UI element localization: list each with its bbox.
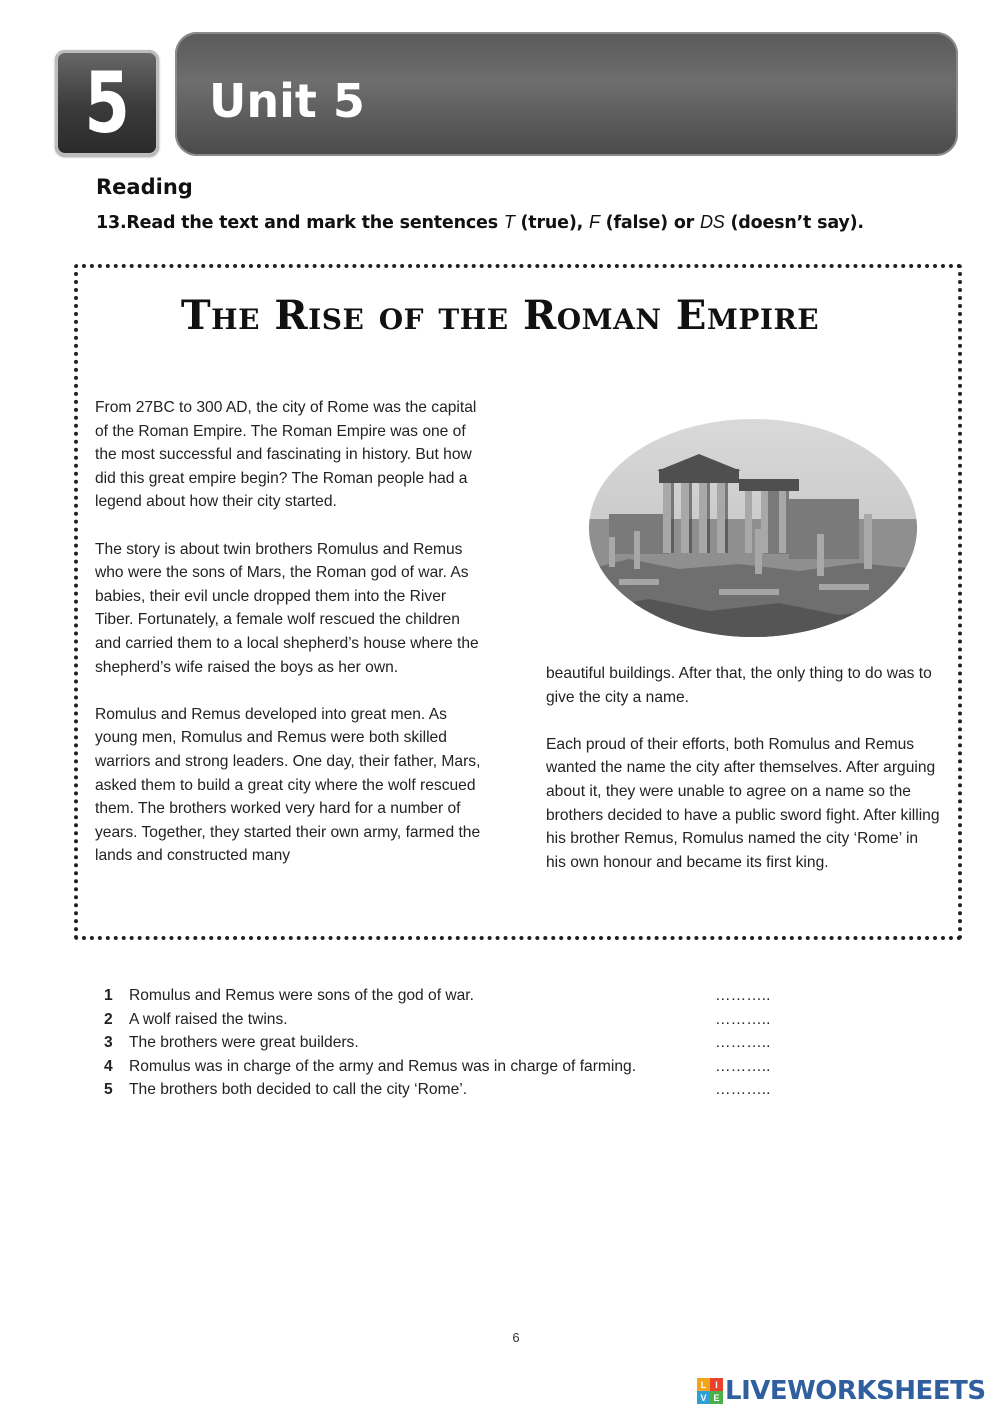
question-item bbox=[104, 1078, 804, 1102]
exercise-number: 13. bbox=[96, 213, 127, 233]
logo-letter-l: L bbox=[697, 1378, 710, 1391]
answer-blank[interactable]: ……….. bbox=[715, 987, 771, 1004]
question-text: A wolf raised the twins. bbox=[129, 1010, 288, 1028]
question-number: 2 bbox=[104, 1010, 113, 1028]
instruction-text-c: (false) or bbox=[599, 213, 700, 233]
article-paragraph: beautiful buildings. After that, the only thing to do was to give the city a name. bbox=[546, 665, 932, 706]
logo-text: LIVEWORKSHEETS bbox=[725, 1376, 986, 1406]
question-text: Romulus was in charge of the army and Remus was in charge of farming. bbox=[129, 1057, 637, 1075]
question-number: 5 bbox=[104, 1081, 113, 1098]
roman-ruins-photo bbox=[589, 419, 917, 637]
instruction-text-b: (true), bbox=[514, 213, 589, 233]
article-paragraph: Each proud of their efforts, both Romulus and Remus wanted the name the city after themselves. After arguing about it, they were unable to agree on a name so the brothers decided to have a public sword fight. After killing his brother Remus, Romulus named the city ‘Rome’ in his own honour and became its first king. bbox=[546, 735, 940, 871]
question-list bbox=[104, 984, 804, 1102]
answer-blank[interactable]: ……….. bbox=[715, 1010, 771, 1028]
question-text: The brothers both decided to call the city ‘Rome’. bbox=[129, 1081, 468, 1098]
unit-number: 5 bbox=[84, 54, 130, 152]
page-number: 6 bbox=[512, 1330, 520, 1345]
article-paragraph: From 27BC to 300 AD, the city of Rome was the capital of the Roman Empire. The Roman Empire was one of the most successful and fascinating in history. But how did this great empire begin? The Roman people had a legend about how their city started. bbox=[95, 399, 477, 511]
option-true: T bbox=[503, 212, 515, 232]
article-column-left bbox=[95, 396, 487, 891]
answer-blank[interactable]: ……….. bbox=[715, 1057, 771, 1075]
answer-blank[interactable]: ……….. bbox=[715, 1034, 771, 1051]
logo-letter-v: V bbox=[697, 1391, 710, 1404]
article-column-right bbox=[546, 662, 942, 898]
question-text: Romulus and Remus were sons of the god of war. bbox=[129, 987, 474, 1004]
option-false: F bbox=[588, 212, 600, 232]
option-doesnt-say: DS bbox=[700, 212, 725, 232]
article-paragraph: Romulus and Remus developed into great men. As young men, Romulus and Remus were both skilled warriors and strong leaders. One day, their father, Mars, asked them to build a great city where the wolf rescued them. The brothers worked very hard for a number of years. Together, they started their own army, farmed the lands and constructed many bbox=[95, 705, 481, 865]
section-title: Reading bbox=[96, 175, 193, 199]
question-item bbox=[104, 1031, 804, 1055]
article-title: The Rise of the Roman Empire bbox=[180, 292, 820, 339]
question-item bbox=[104, 1008, 804, 1032]
question-number: 3 bbox=[104, 1034, 113, 1051]
unit-banner bbox=[175, 32, 958, 156]
answer-blank[interactable]: ……….. bbox=[715, 1081, 771, 1098]
question-item bbox=[104, 1055, 804, 1079]
question-number: 4 bbox=[104, 1057, 113, 1075]
unit-number-badge bbox=[55, 50, 159, 156]
logo-letter-i: I bbox=[710, 1378, 723, 1391]
logo-letter-e: E bbox=[710, 1391, 723, 1404]
liveworksheets-logo[interactable] bbox=[697, 1376, 986, 1406]
instruction-text-d: (doesn’t say). bbox=[724, 213, 864, 233]
exercise-instruction bbox=[96, 212, 864, 233]
instruction-text-a: Read the text and mark the sentences bbox=[126, 213, 504, 233]
liveworksheets-logo-icon bbox=[697, 1378, 723, 1404]
unit-title: Unit 5 bbox=[209, 74, 365, 128]
question-item bbox=[104, 984, 804, 1008]
article-paragraph: The story is about twin brothers Romulus and Remus who were the sons of Mars, the Roman god of war. As babies, their evil uncle dropped them into the River Tiber. Fortunately, a female wolf rescued the children and carried them to a local shepherd’s house where the shepherd’s wife raised the boys as her own. bbox=[95, 540, 479, 676]
question-number: 1 bbox=[104, 987, 113, 1004]
question-text: The brothers were great builders. bbox=[129, 1034, 359, 1051]
